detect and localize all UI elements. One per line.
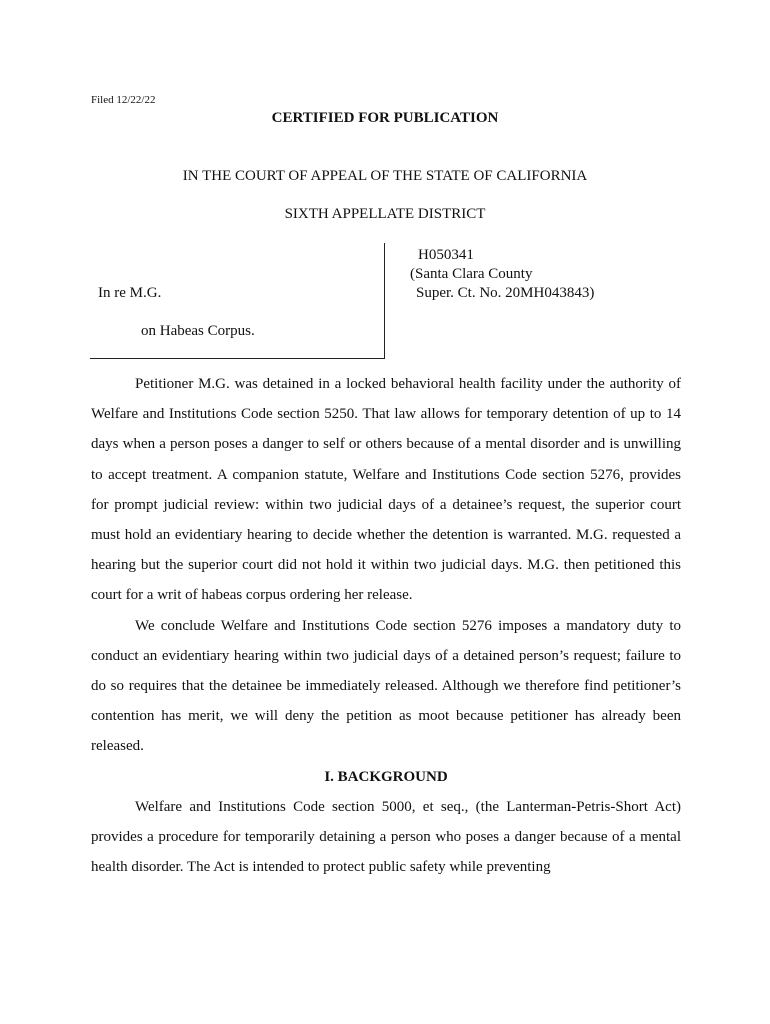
- court-name: IN THE COURT OF APPEAL OF THE STATE OF CALIFORNIA: [182, 168, 588, 184]
- county: (Santa Clara County: [410, 266, 533, 282]
- case-number-block: [410, 246, 594, 303]
- paragraph-1: Petitioner M.G. was detained in a locked behavioral health facility under the authority of Welfare and Institutions Code section 5250. That law allows for temporary detention of up to 14 days when a person poses a danger to self or others because of a mental disorder and is unwilling to accept treatment. A companion statute, Welfare and Institutions Code section 5276, provides for prompt judicial review: within two judicial days of a detainee’s request, the superior court must hold an evidentiary hearing to decide whether the detention is warranted. M.G. requested a hearing but the superior court did not hold it within two judicial days. M.G. then petitioned this court for a writ of habeas corpus ordering her release.: [91, 376, 681, 604]
- opinion-body: [91, 369, 681, 882]
- case-party: In re M.G.: [98, 285, 162, 301]
- section-heading: I. BACKGROUND: [324, 768, 448, 785]
- filed-date: Filed 12/22/22: [91, 94, 156, 106]
- appellate-district: SIXTH APPELLATE DISTRICT: [284, 206, 486, 222]
- paragraph-3: Welfare and Institutions Code section 5000, et seq., (the Lanterman-Petris-Short Act) provides a procedure for temporarily detaining a person who poses a danger because of a mental health disorder. The Act is intended to protect public safety while preventing: [91, 798, 681, 876]
- case-number: H050341: [418, 247, 474, 263]
- certified-heading: CERTIFIED FOR PUBLICATION: [271, 110, 499, 126]
- paragraph-2: We conclude Welfare and Institutions Code section 5276 imposes a mandatory duty to conduct an evidentiary hearing within two judicial days of a detained person’s request; failure to do so requires that the detainee be immediately released. Although we therefore find petitioner’s contention has merit, we will deny the petition as moot because petitioner has already been released.: [91, 617, 681, 755]
- superior-court-number: Super. Ct. No. 20MH043843): [416, 285, 595, 301]
- case-type: on Habeas Corpus.: [141, 323, 255, 339]
